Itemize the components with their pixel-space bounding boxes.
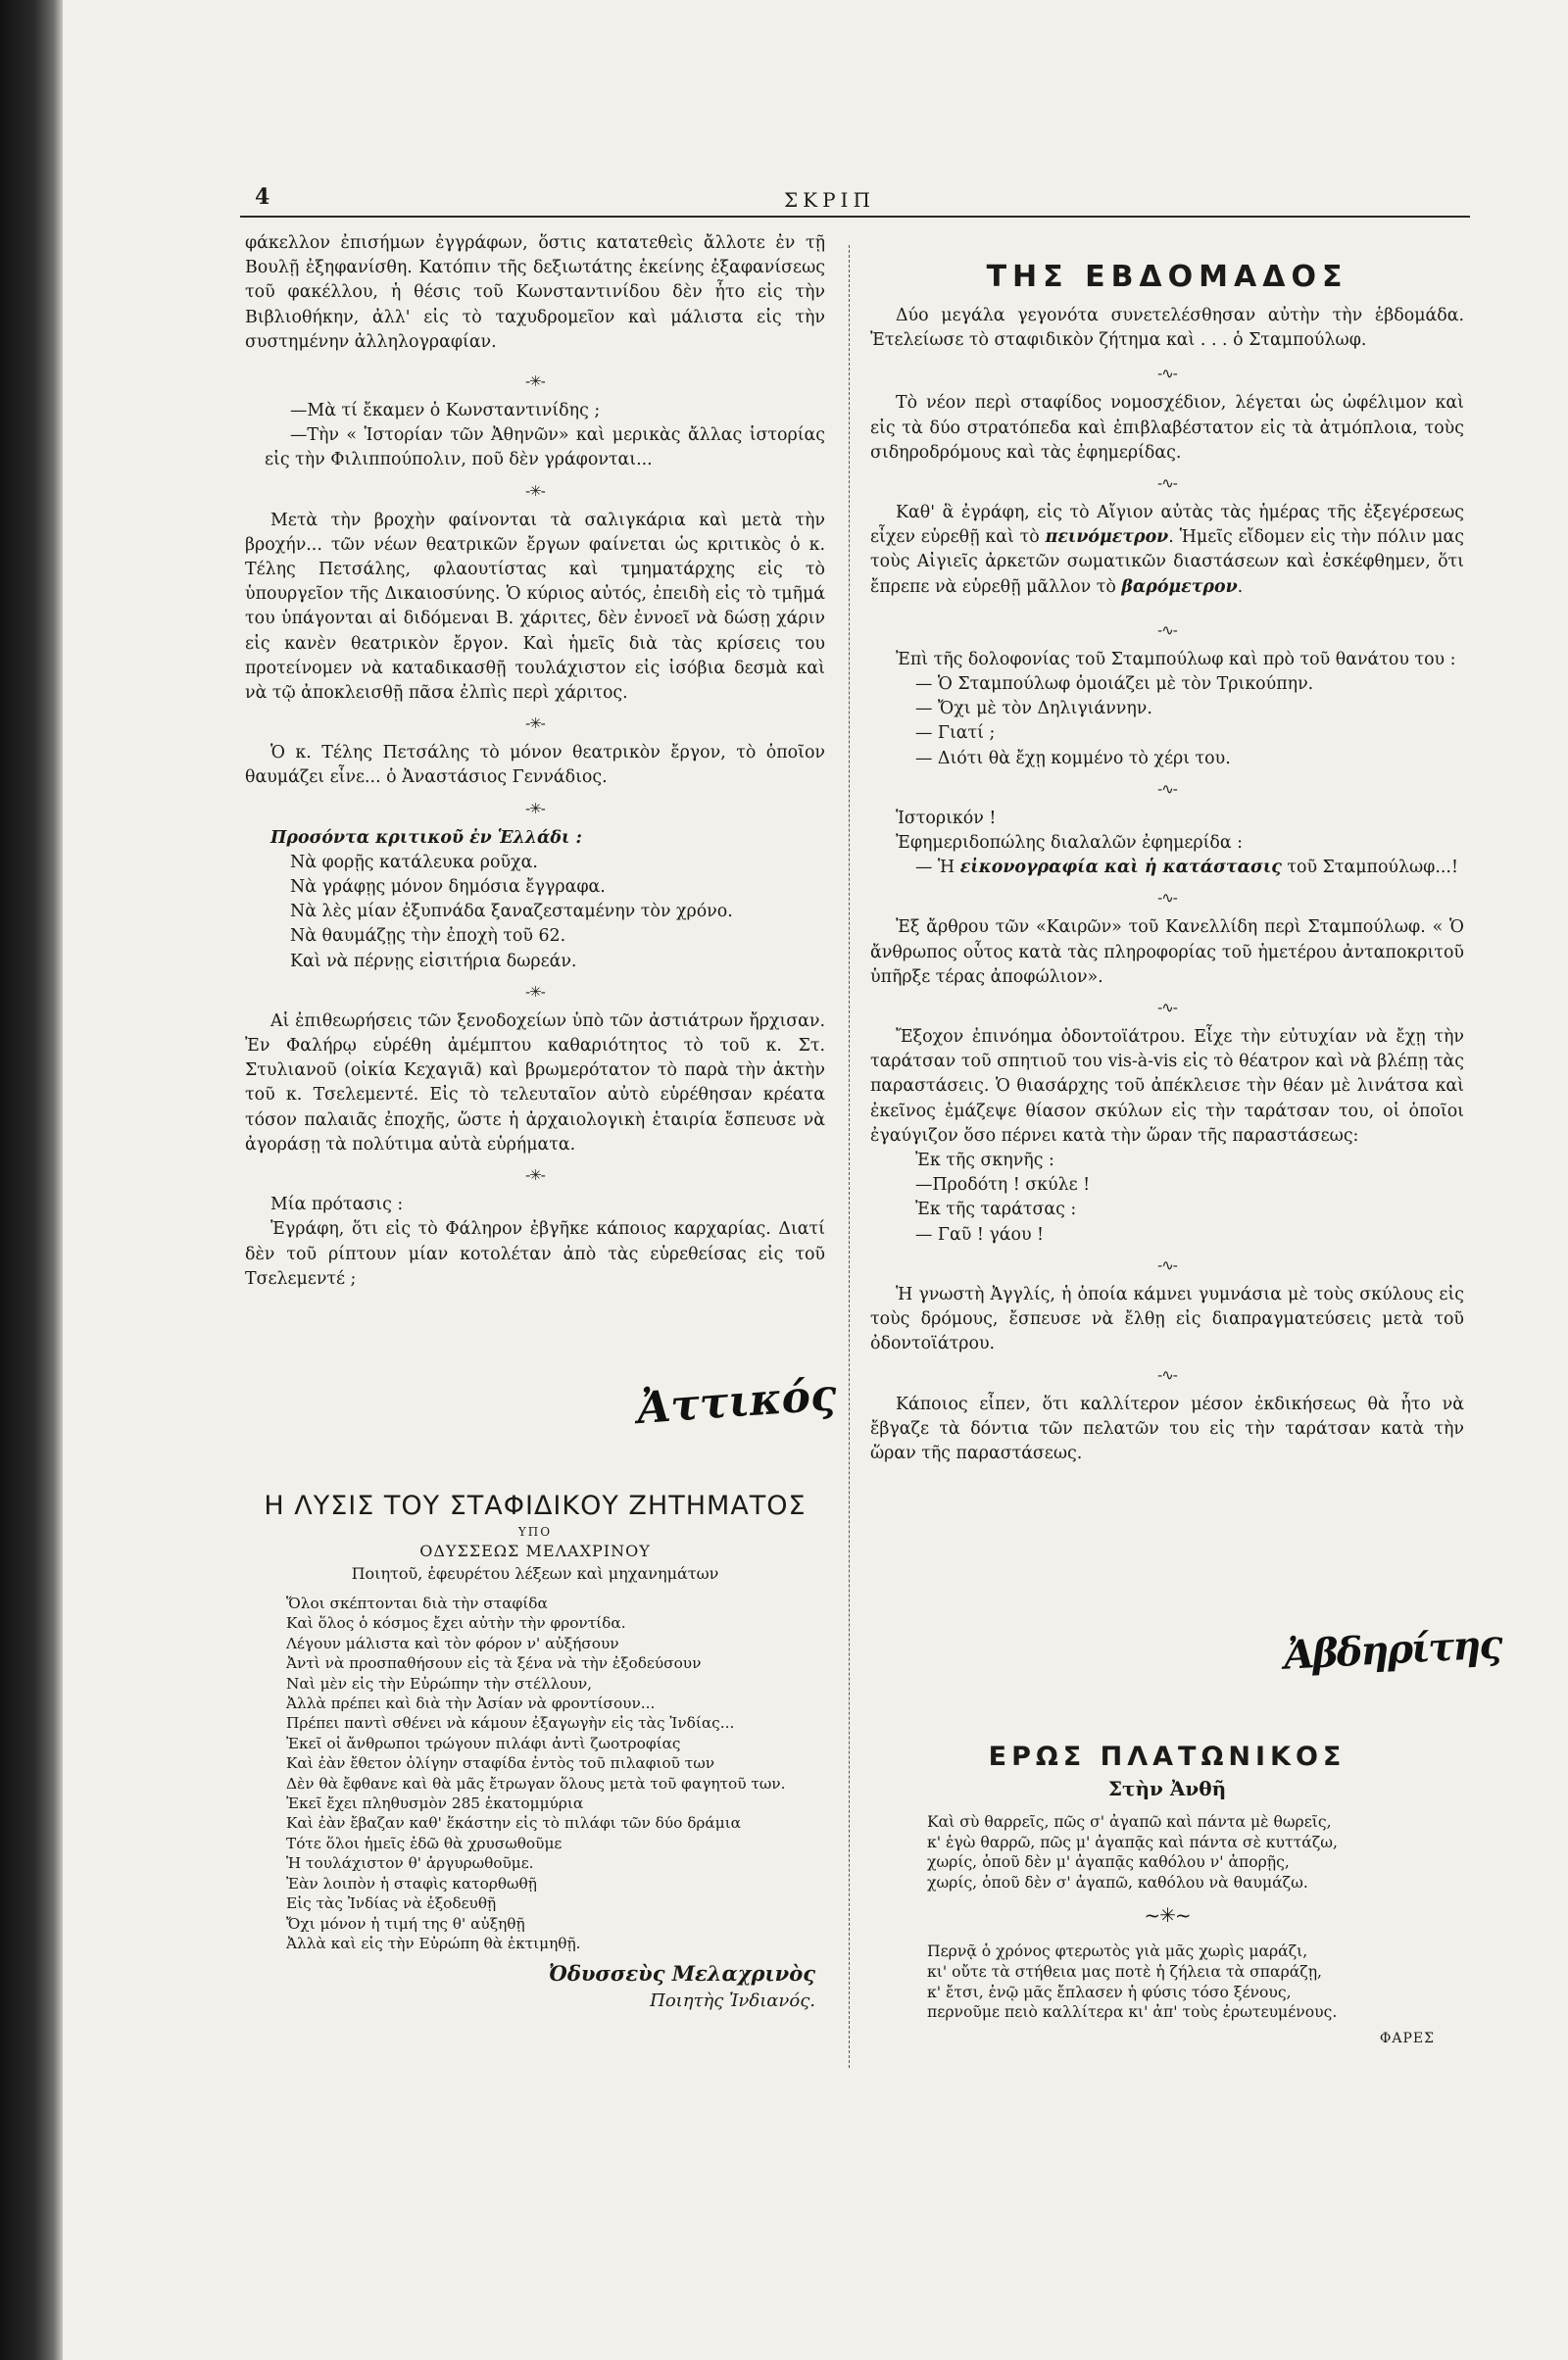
separator-ornament: -∿- <box>1157 999 1177 1017</box>
emphasis: βαρόμετρον <box>1121 576 1238 597</box>
article-author: ΟΔΥΣΣΕΩΣ ΜΕΛΑΧΡΙΝΟΥ <box>419 1542 651 1560</box>
paragraph: Δύο μεγάλα γεγονότα συνετελέσθησαν αὐτὴν τὴν ἑβδομάδα. Ἐτελείωσε τὸ σταφιδικὸν ζήτημα καὶ . . . ὁ Σταμπούλωφ. <box>870 306 1464 351</box>
verse-line: κ' ἔτσι, ἐνῷ μᾶς ἔπλασεν ἡ φύσις τόσο ξένους, <box>927 1983 1292 2001</box>
dialogue-line: — Γιατί ; <box>915 723 996 744</box>
signature-avdiritis: Ἀβδηρίτης <box>1282 1621 1502 1679</box>
dialogue-line: —Τὴν « Ἱστορίαν τῶν Ἀθηνῶν» καὶ μερικὰς ἄλλας ἱστορίας εἰς τὴν Φιλιππούπολιν, ποῦ δὲν γράφονται... <box>265 425 825 470</box>
dialogue-line: — Ὄχι μὲ τὸν Δηλιγιάννην. <box>915 699 1152 719</box>
header-rule <box>240 216 1470 218</box>
separator-ornament: -∿- <box>1157 474 1177 493</box>
verse-line: Περνᾷ ὁ χρόνος φτερωτὸς γιὰ μᾶς χωρὶς μαράζι, <box>927 1942 1308 1961</box>
list-item: Νὰ φορῇς κατάλευκα ροῦχα. <box>290 852 538 872</box>
right-column <box>870 257 1464 1466</box>
dialogue-line: — Γαῦ ! γάου ! <box>915 1224 1045 1245</box>
list-item: Νὰ γράφῃς μόνον δημόσια ἔγγραφα. <box>290 877 606 898</box>
paragraph: Ἐξ ἄρθρου τῶν «Καιρῶν» τοῦ Κανελλίδη περὶ Σταμπούλωφ. « Ὁ ἄνθρωπος οὗτος κατὰ τὰς πληροφορίας τοῦ ἡμετέρου ἀνταποκριτοῦ ὑπῆρξε τέρας ἀποφώλιον». <box>870 917 1464 987</box>
verse-line: Ὅλοι σκέπτονται διὰ τὴν σταφίδα <box>286 1595 548 1612</box>
verse-line: Ὄχι μόνον ἡ τιμή της θ' αὐξηθῇ <box>286 1914 525 1933</box>
text-run: . Ἡμεῖς εἴδομεν εἰς τὴν πόλιν μας τοὺς Αἰγιεῖς ἀρκετῶν σωματικῶν διαστάσεων καὶ ἐσκέφθημεν, ὅτι ἔπρεπε νὰ εὑρεθῇ μᾶλλον τὸ <box>870 527 1464 597</box>
verse-line: Λέγουν μάλιστα καὶ τὸν φόρον ν' αὐξήσουν <box>286 1634 619 1652</box>
article-author-desc: Ποιητοῦ, ἐφευρέτου λέξεων καὶ μηχανημάτων <box>351 1564 719 1583</box>
paragraph <box>870 501 1464 600</box>
verse-line: χωρίς, ὁποῦ δὲν σ' ἀγαπῶ, καθόλου νὰ θαυμάζω. <box>927 1873 1308 1892</box>
emphasis: εἰκονογραφία καὶ ἡ κατάστασις <box>959 858 1282 878</box>
verse-line: κ' ἐγὼ θαρρῶ, πῶς μ' ἀγαπᾷς καὶ πάντα σὲ κυττάζω, <box>927 1833 1338 1851</box>
paragraph: Ἐφημεριδοπώλης διαλαλῶν ἐφημερίδα : <box>896 833 1244 854</box>
column-divider <box>849 245 850 2068</box>
separator-ornament: -∿- <box>1157 365 1177 383</box>
article-signature-title: Ποιητὴς Ἰνδιανός. <box>650 1991 815 2012</box>
verse-line: κι' οὔτε τὰ στήθεια μας ποτὲ ἡ ζήλεια τὰ σπαράζῃ, <box>927 1962 1323 1981</box>
verse-line: Ἀντὶ νὰ προσπαθήσουν εἰς τὰ ξένα νὰ τὴν ἐξοδεύσουν <box>286 1654 702 1673</box>
paragraph: Μία πρότασις : <box>270 1195 404 1215</box>
verse-line: χωρίς, ὁποῦ δὲν μ' ἀγαπᾷς καθόλου ν' ἀπορῇς, <box>927 1853 1290 1872</box>
qualifications-title: Προσόντα κριτικοῦ ἐν Ἑλλάδι : <box>270 827 582 848</box>
verse-line: περνοῦμε πειὸ καλλίτερα κι' ἀπ' τοὺς ἐρωτευμένους. <box>927 2003 1338 2022</box>
verse-line: Εἰς τὰς Ἰνδίας νὰ ἐξοδευθῇ <box>286 1894 497 1913</box>
separator-ornament: -✳- <box>525 714 545 733</box>
dialogue-line: —Μὰ τί ἔκαμεν ὁ Κωνσταντινίδης ; <box>290 401 601 421</box>
emphasis: πεινόμετρον <box>1045 527 1169 548</box>
poem-title: ΕΡΩΣ ΠΛΑΤΩΝΙΚΟΣ <box>988 1742 1347 1772</box>
paragraph: Μετὰ τὴν βροχὴν φαίνονται τὰ σαλιγκάρια καὶ μετὰ τὴν βροχήν... τῶν νέων θεατρικῶν ἔργων φαίνεται ὡς κριτικὸς ὁ κ. Τέλης Πετσάλης, φλαουτίστας καὶ τμηματάρχης εἰς τὸ ὑπουργεῖον τῆς Δικαιοσύνης. Ὁ κύριος αὐτός, ἐπειδὴ εἰς τὸ τμῆμά του ὑπάγονται αἱ διδόμεναι Β. χάριτες, δὲν ἐννοεῖ νὰ δώσῃ χάριν εἰς κανὲν θεατρικὸν ἔργον. Καὶ ἡμεῖς διὰ τὰς κρίσεις του προτείνομεν νὰ καταδικασθῇ τουλάχιστον εἰς ἰσόβια δεσμὰ καὶ νὰ τῷ ἀποκλεισθῇ πᾶσα ἐλπὶς περὶ χάριτος. <box>245 510 825 704</box>
article-column <box>245 1490 825 2014</box>
separator-ornament: -✳- <box>525 799 545 817</box>
section-title <box>245 826 825 851</box>
article-by: ΥΠΟ <box>517 1525 553 1539</box>
verse-line: Ἐκεῖ ἔχει πληθυσμὸν 285 ἑκατομμύρια <box>286 1795 584 1813</box>
dialogue-line: — Διότι θὰ ἔχῃ κομμένο τὸ χέρι του. <box>915 748 1231 768</box>
paragraph: Τὸ νέον περὶ σταφίδος νομοσχέδιον, λέγεται ὡς ὠφέλιμον καὶ εἰς τὰ δύο στρατόπεδα καὶ ἐπιβλαβέστατον εἰς τὰ ἀτμόπλοια, τοὺς σιδηροδρόμους καὶ τὰς ἐφημερίδας. <box>870 393 1464 463</box>
separator-ornament: -✳- <box>525 372 545 391</box>
dialogue-line: Ἐκ τῆς σκηνῆς : <box>915 1151 1054 1171</box>
separator-ornament: -✳- <box>525 1166 545 1185</box>
separator-ornament: -∿- <box>1157 1255 1177 1274</box>
verse-line: Ἐκεῖ οἱ ἄνθρωποι τρώγουν πιλάφι ἀντὶ ζωοτροφίας <box>286 1734 681 1752</box>
paragraph: Ἱστορικόν ! <box>896 808 997 828</box>
weekly-headline: ΤΗΣ ΕΒΔΟΜΑΔΟΣ <box>986 260 1348 294</box>
verse-line: Καὶ ἐὰν ἔθετον ὀλίγην σταφίδα ἐντὸς τοῦ πιλαφιοῦ των <box>286 1754 715 1773</box>
text-run: — Ἡ <box>915 858 960 878</box>
verse-line: Καὶ σὺ θαρρεῖς, πῶς σ' ἀγαπῶ καὶ πάντα μὲ θωρεῖς, <box>927 1813 1332 1831</box>
paragraph: Κάποιος εἶπεν, ὅτι καλλίτερον μέσον ἐκδικήσεως θὰ ἦτο νὰ ἔβγαζε τὰ δόντια τῶν πελατῶν του εἰς τὴν ταράτσαν κατὰ τὴν ὥραν τῆς παραστάσεως. <box>870 1394 1464 1463</box>
verse-line: Καὶ ὅλος ὁ κόσμος ἔχει αὐτὴν τὴν φροντίδα. <box>286 1614 626 1633</box>
verse-line: Πρέπει παντὶ σθένει νὰ κάμουν ἐξαγωγὴν εἰς τὰς Ἰνδίας... <box>286 1714 735 1733</box>
verse-line: Ἀλλὰ καὶ εἰς τὴν Εὐρώπη θὰ ἐκτιμηθῇ. <box>286 1934 581 1952</box>
masthead: ΣΚΡΙΠ <box>784 188 875 212</box>
list-item: Καὶ νὰ πέρνῃς εἰσιτήρια δωρεάν. <box>290 951 577 971</box>
list-item: Νὰ θαυμάζῃς τὴν ἐποχὴ τοῦ 62. <box>290 926 566 947</box>
article-signature: Ὀδυσσεὺς Μελαχρινὸς <box>548 1961 815 1987</box>
poem-subtitle: Στὴν Ἀνθῆ <box>1107 1777 1227 1800</box>
poem-stanza <box>870 1942 1464 2022</box>
paragraph: Αἱ ἐπιθεωρήσεις τῶν ξενοδοχείων ὑπὸ τῶν ἀστιάτρων ἤρχισαν. Ἐν Φαλήρῳ εὑρέθη ἀμέμπτου καθαριότητος τὸ τοῦ κ. Στ. Στυλιανοῦ (οἰκία Κεχαγιᾶ) καὶ βρωμερότατον τὸ παρὰ τὴν ἀκτὴν τοῦ κ. Τσελεμεντέ. Εἰς τὸ τελευταῖον αὐτὸ εὑρέθησαν κρέατα τόσον παλαιᾶς ἐποχῆς, ὥστε ἡ ἀρχαιολογικὴ ἑταιρία ἔσπευσε νὰ ἀγοράσῃ τὰ πολύτιμα αὐτὰ εὑρήματα. <box>245 1010 825 1155</box>
verse-line: Καὶ ἐὰν ἔβαζαν καθ' ἕκάστην εἰς τὸ πιλάφι τῶν δύο δράμια <box>286 1814 741 1833</box>
separator-ornament: -∿- <box>1157 620 1177 639</box>
paragraph: φάκελλον ἐπισήμων ἐγγράφων, ὅστις κατατεθεὶς ἄλλοτε ἐν τῇ Βουλῇ ἐξηφανίσθη. Κατόπιν τῆς δεξιωτάτης ἐκείνης ἐξαφανίσεως τοῦ φακέλλου, ἡ θέσις τοῦ Κωνσταντινίδου δὲν ἦτο εἰς τὴν Βιβλιοθήκην, ἀλλ' εἰς τὸ ταχυδρομεῖον καὶ μάλιστα εἰς τὴν συστημένην ἀλληλογραφίαν. <box>245 233 825 352</box>
verse-line: Ἀλλὰ πρέπει καὶ διὰ τὴν Ἀσίαν νὰ φροντίσουν... <box>286 1695 656 1713</box>
paragraph: Ἐγράφη, ὅτι εἰς τὸ Φάληρον ἐβγῆκε κάποιος καρχαρίας. Διατί δὲν τοῦ ρίπτουν μίαν κοτολέταν ἀπὸ τὰς εὑρεθείσας εἰς τοῦ Τσελεμεντέ ; <box>245 1219 825 1289</box>
separator-ornament: -∿- <box>1157 779 1177 798</box>
poem-ornament: ~✳~ <box>1144 1903 1191 1928</box>
paragraph: Ὁ κ. Τέλης Πετσάλης τὸ μόνον θεατρικὸν ἔργον, τὸ ὁποῖον θαυμάζει εἶνε... ὁ Ἀναστάσιος Γεννάδιος. <box>245 743 825 788</box>
dialogue-line <box>870 856 1464 880</box>
verse-line: Τότε ὅλοι ἡμεῖς ἐδῶ θὰ χρυσωθοῦμε <box>286 1834 563 1852</box>
paragraph: Ἔξοχον ἐπινόημα ὀδοντοϊάτρου. Εἶχε τὴν εὐτυχίαν νὰ ἔχῃ τὴν ταράτσαν τοῦ σπητιοῦ του vis-à-vis εἰς τὸ θέατρον καὶ νὰ βλέπῃ τὰς παραστάσεις. Ὁ θιασάρχης τοῦ ἀπέκλεισε τὴν θέαν μὲ λινάτσα καὶ ἐκεῖνος ἐμάζεψε θίασον σκύλων εἰς τὴν ταράτσαν του, οἱ ὁποῖοι ἐγαύγιζον ὅσο πέρνει κατὰ τὴν ὥραν τῆς παραστάσεως: <box>870 1027 1464 1146</box>
article-headline: Η ΛΥΣΙΣ ΤΟΥ ΣΤΑΦΙΔΙΚΟΥ ΖΗΤΗΜΑΤΟΣ <box>264 1491 807 1521</box>
verse-line: Ναὶ μὲν εἰς τὴν Εὐρώπην τὴν στέλλουν, <box>286 1674 593 1693</box>
verse-line: Δὲν θὰ ἔφθανε καὶ θὰ μᾶς ἔτρωγαν ὅλους μετὰ τοῦ φαγητοῦ των. <box>286 1774 786 1793</box>
separator-ornament: -✳- <box>525 481 545 500</box>
signature-attikos: Ἀττικός <box>635 1369 839 1435</box>
poem-block <box>870 1740 1464 2048</box>
dialogue-line: Ἐκ τῆς ταράτσας : <box>915 1200 1077 1220</box>
text-run: . <box>1237 576 1244 597</box>
poem-signature: ΦΑΡΕΣ <box>1379 2030 1435 2046</box>
page-number: 4 <box>255 184 270 210</box>
paragraph: Ἡ γνωστὴ Ἀγγλίς, ἡ ὁποία κάμνει γυμνάσια μὲ τοὺς σκύλους εἰς τοὺς δρόμους, ἔσπευσε νὰ ἔλθῃ εἰς διαπραγματεύσεις μετὰ τοῦ ὀδοντοϊάτρου. <box>870 1284 1464 1354</box>
paragraph: Ἐπὶ τῆς δολοφονίας τοῦ Σταμπούλωφ καὶ πρὸ τοῦ θανάτου του : <box>896 649 1456 669</box>
poem-stanza <box>870 1812 1464 1893</box>
list-item: Νὰ λὲς μίαν ἐξυπνάδα ξαναζεσταμένην τὸν χρόνο. <box>290 902 733 922</box>
verse-line: Ἐὰν λοιπὸν ἡ σταφὶς κατορθωθῇ <box>286 1874 537 1893</box>
separator-ornament: -✳- <box>525 982 545 1001</box>
text-run: τοῦ Σταμπούλωφ...! <box>1281 858 1458 878</box>
article-verse <box>245 1594 825 1953</box>
scan-binding-edge <box>0 0 63 2360</box>
verse-line: Ἡ τουλάχιστον θ' ἀργυρωθοῦμε. <box>286 1854 534 1873</box>
dialogue-line: — Ὁ Σταμπούλωφ ὁμοιάζει μὲ τὸν Τρικούπην. <box>915 674 1314 695</box>
left-column <box>245 231 825 1292</box>
separator-ornament: -∿- <box>1157 889 1177 908</box>
dialogue-line: —Προδότη ! σκύλε ! <box>915 1175 1091 1196</box>
separator-ornament: -∿- <box>1157 1365 1177 1384</box>
text-run: Καθ' ἃ ἐγράφη, εἰς τὸ Αἴγιον αὐτὰς τὰς ἡμέρας τῆς ἐξεγέρσεως εἶχεν εὑρεθῇ καὶ τὸ <box>870 503 1464 548</box>
